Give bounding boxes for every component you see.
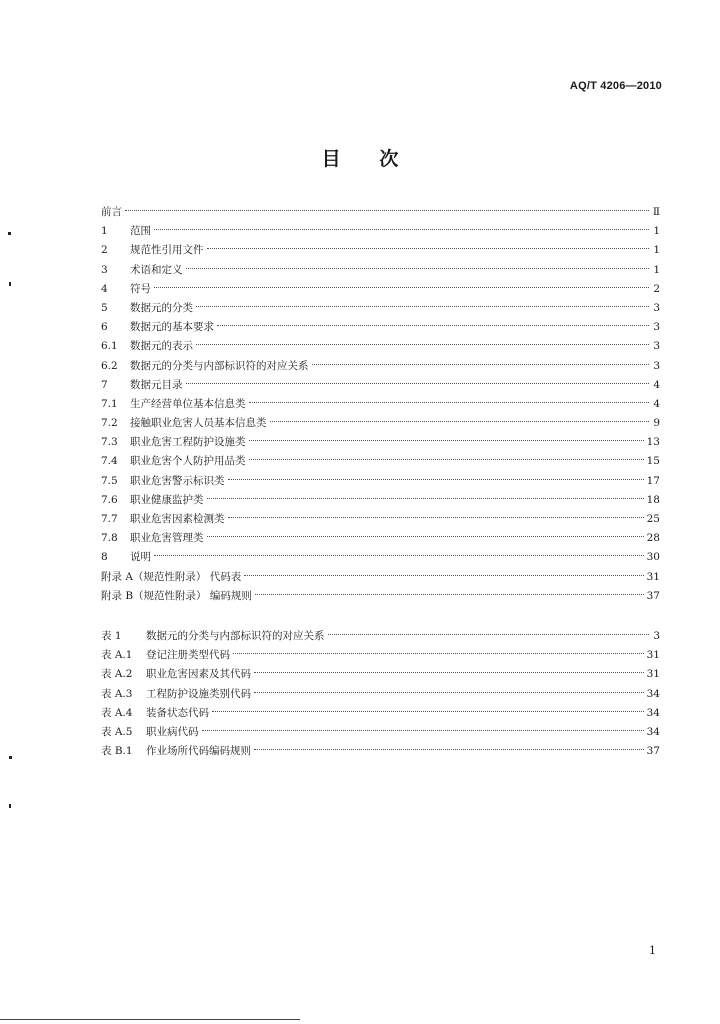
toc-entry-label: 职业危害因素及其代码	[146, 668, 251, 681]
toc-entry-number: 7.4	[101, 455, 118, 468]
toc-entry[interactable]	[101, 433, 660, 452]
toc-entry-number: 6	[101, 321, 108, 334]
toc-leader-dots	[233, 653, 644, 654]
toc-entry-number: 5	[101, 301, 108, 314]
toc-entry-label: 附录 B（规范性附录） 编码规则	[101, 589, 252, 602]
toc-entry-page: 2	[653, 282, 660, 295]
toc-leader-dots	[154, 555, 644, 556]
scan-speck	[9, 282, 11, 286]
toc-entry-number: 6.1	[101, 340, 118, 353]
toc-entry-page: 3	[653, 301, 660, 314]
toc-leader-dots	[228, 479, 644, 480]
toc-entry-label: 数据元的分类与内部标识符的对应关系	[130, 359, 309, 372]
toc-entry-label: 术语和定义	[130, 263, 183, 276]
toc-entry[interactable]	[101, 472, 660, 491]
toc-entry-number: 7.1	[101, 397, 118, 410]
toc-entry-page: 34	[646, 725, 660, 738]
scan-speck	[9, 756, 12, 759]
toc-entry-page: 17	[646, 474, 660, 487]
toc-entry[interactable]	[101, 548, 660, 567]
toc-entry-page: 25	[646, 513, 660, 525]
toc-entry-page: 1	[653, 263, 660, 276]
toc-leader-dots	[270, 421, 650, 422]
page-number: 1	[649, 944, 656, 957]
toc-leader-dots	[212, 711, 644, 712]
toc-entry[interactable]	[101, 280, 660, 299]
toc-entry[interactable]	[101, 646, 660, 665]
toc-entry-number: 7.3	[101, 436, 118, 449]
toc-entry[interactable]	[101, 318, 660, 337]
toc-entry-label: 职业危害警示标识类	[130, 474, 225, 487]
toc-entry-label: 附录 A（规范性附录） 代码表	[101, 570, 242, 583]
toc-entry-label: 生产经营单位基本信息类	[130, 397, 246, 410]
toc-entry[interactable]	[101, 529, 660, 548]
standard-code: AQ/T 4206—2010	[569, 80, 662, 92]
toc-leader-dots	[254, 672, 644, 673]
toc-entry-number: 表 A.1	[101, 649, 133, 662]
toc-entry[interactable]	[101, 587, 660, 606]
toc-entry[interactable]	[101, 665, 660, 684]
toc-entry-label: 职业健康监护类	[130, 493, 204, 506]
page-title	[0, 144, 720, 171]
toc-entry-number: 7.7	[101, 513, 118, 525]
toc-leader-dots	[312, 364, 650, 365]
toc-leader-dots	[228, 517, 644, 518]
toc-leader-dots	[254, 692, 644, 693]
toc-entry-number: 6.2	[101, 359, 118, 372]
toc-entry-page: 31	[646, 668, 660, 681]
toc-entry-page: 37	[646, 745, 660, 758]
scan-speck	[9, 804, 11, 808]
toc-entry-number: 1	[101, 225, 108, 238]
toc-leader-dots	[186, 383, 650, 384]
toc-entry-page: 3	[653, 340, 660, 353]
toc-entry-label: 符号	[130, 282, 151, 295]
toc-entry-page: 4	[653, 397, 660, 410]
toc-entry-number: 2	[101, 244, 108, 257]
toc-leader-dots	[196, 344, 649, 345]
toc-leader-dots	[249, 440, 644, 441]
toc-entry[interactable]	[101, 510, 660, 529]
toc-entry[interactable]	[101, 723, 660, 742]
toc-entry[interactable]	[101, 395, 660, 414]
toc-entry-page: 3	[653, 321, 660, 334]
toc-entry-number: 4	[101, 282, 108, 295]
scan-edge-line	[0, 1019, 300, 1020]
toc-entry-label: 数据元目录	[130, 378, 183, 391]
toc-entry[interactable]	[101, 491, 660, 510]
toc-leader-dots	[186, 268, 650, 269]
toc-entry-label: 职业危害工程防护设施类	[130, 436, 246, 449]
toc-entry[interactable]	[101, 742, 660, 761]
toc-entry-number: 7.6	[101, 493, 118, 506]
title-char-1: 目	[321, 148, 341, 170]
toc-entry[interactable]	[101, 685, 660, 704]
toc-entry-page: 31	[646, 570, 660, 583]
toc-entry-number: 表 A.5	[101, 725, 133, 738]
toc-leader-dots	[196, 306, 649, 307]
toc-leader-dots	[249, 459, 644, 460]
toc-entry-label: 作业场所代码编码规则	[146, 745, 251, 758]
toc-entry-label: 职业危害管理类	[130, 532, 204, 545]
toc-leader-dots	[328, 634, 650, 635]
toc-entry-label: 接触职业危害人员基本信息类	[130, 417, 267, 430]
toc-leader-dots	[254, 749, 644, 750]
toc-entry-page: 30	[646, 551, 660, 564]
toc-entry[interactable]	[101, 222, 660, 241]
toc-tables-list	[101, 627, 660, 761]
toc-entry[interactable]	[101, 452, 660, 471]
toc-entry-page: 1	[653, 225, 660, 238]
toc-leader-dots	[207, 498, 644, 499]
toc-entry-page: 9	[653, 417, 660, 430]
toc-entry-page: Ⅱ	[652, 206, 660, 218]
toc-entry[interactable]	[101, 568, 660, 587]
toc-leader-dots	[154, 229, 649, 230]
toc-entry-label: 范围	[130, 225, 151, 238]
toc-entry-label: 数据元的基本要求	[130, 321, 214, 334]
toc-entry-number: 3	[101, 263, 108, 276]
toc-entry[interactable]	[101, 357, 660, 376]
toc-entry[interactable]	[101, 627, 660, 646]
toc-leader-dots	[207, 536, 644, 537]
toc-entry[interactable]	[101, 337, 660, 356]
toc-leader-dots	[244, 575, 643, 576]
toc-main-list	[101, 203, 660, 606]
toc-entry-page: 34	[646, 687, 660, 700]
toc-entry-label: 数据元的分类	[130, 301, 193, 314]
toc-entry-page: 28	[646, 532, 660, 545]
toc-entry-number: 表 A.2	[101, 668, 133, 681]
toc-entry[interactable]	[101, 299, 660, 318]
toc-entry-label: 装备状态代码	[146, 706, 209, 719]
toc-entry-label: 数据元的分类与内部标识符的对应关系	[146, 630, 325, 642]
toc-leader-dots	[255, 594, 644, 595]
toc-entry-number: 7.8	[101, 532, 118, 545]
toc-entry-number: 8	[101, 551, 108, 564]
toc-entry-page: 37	[646, 589, 660, 602]
toc-entry-label: 前言	[101, 206, 122, 218]
toc-entry-label: 职业危害因素检测类	[130, 513, 225, 525]
toc-leader-dots	[202, 730, 644, 731]
toc-entry[interactable]	[101, 376, 660, 395]
toc-entry-number: 表 1	[101, 630, 122, 642]
toc-entry[interactable]	[101, 414, 660, 433]
toc-entry-page: 1	[653, 244, 660, 257]
toc-entry-page: 18	[646, 493, 660, 506]
toc-entry-number: 7.5	[101, 474, 118, 487]
toc-entry-label: 登记注册类型代码	[146, 649, 230, 662]
toc-entry[interactable]	[101, 704, 660, 723]
toc-leader-dots	[207, 248, 650, 249]
toc-entry-page: 3	[653, 359, 660, 372]
toc-entry-page: 3	[653, 630, 660, 642]
toc-entry-label: 职业病代码	[146, 725, 199, 738]
toc-entry-number: 表 A.4	[101, 706, 133, 719]
toc-entry[interactable]	[101, 241, 660, 260]
toc-leader-dots	[249, 402, 650, 403]
toc-entry-label: 数据元的表示	[130, 340, 193, 353]
toc-entry-label: 说明	[130, 551, 151, 564]
toc-entry-page: 13	[646, 436, 660, 449]
toc-entry-page: 4	[653, 378, 660, 391]
toc-entry[interactable]	[101, 261, 660, 280]
toc-entry-label: 规范性引用文件	[130, 244, 204, 257]
title-char-2: 次	[379, 148, 399, 170]
toc-entry-page: 31	[646, 649, 660, 662]
toc-entry-page: 34	[646, 706, 660, 719]
toc-entry-number: 7	[101, 378, 108, 391]
toc-entry-number: 表 B.1	[101, 745, 133, 758]
toc-entry-number: 7.2	[101, 417, 118, 430]
scan-speck	[8, 232, 11, 235]
toc-entry[interactable]	[101, 203, 660, 222]
toc-entry-page: 15	[646, 455, 660, 468]
toc-leader-dots	[217, 325, 649, 326]
toc-leader-dots	[125, 210, 649, 211]
toc-entry-label: 工程防护设施类别代码	[146, 687, 251, 700]
toc-entry-label: 职业危害个人防护用品类	[130, 455, 246, 468]
toc-entry-number: 表 A.3	[101, 687, 133, 700]
toc-leader-dots	[154, 287, 649, 288]
